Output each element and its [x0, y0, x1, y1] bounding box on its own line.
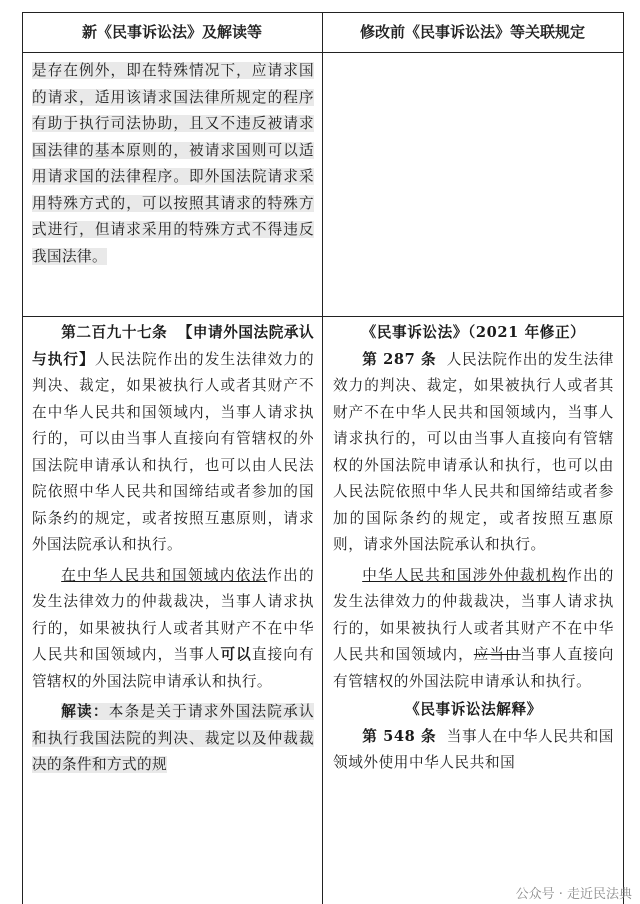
left-second-paragraph: 在中华人民共和国领域内依法作出的发生法律效力的仲裁裁决，当事人请求执行的，如果被执行人或者其财产不在中华人民共和国领域内，当事人可以直接向有管辖权的外国法院申请承认和执行。	[32, 566, 314, 690]
article-548-number: 第 548 条	[362, 727, 437, 745]
right-article-paragraph: 第 287 条 人民法院作出的发生法律效力的判决、裁定，如果被执行人或者其财产不在中华人民共和国领域内，当事人请求执行的，可以由当事人直接向有管辖权的外国法院申请承认和执行，也可以由人民法院依照中华人民共和国缔结或者参加的国际条约的规定，或者按照互惠原则，请求外国法院承认和执行。	[333, 350, 614, 553]
interpretation-law-title: 《民事诉讼法解释》	[405, 701, 542, 718]
left-article-paragraph	[32, 320, 314, 559]
changed-text: 在中华人民共和国领域内依法	[61, 566, 268, 584]
right-second-paragraph: 中华人民共和国涉外仲裁机构作出的发生法律效力的仲裁裁决，当事人请求执行的，如果被执行人或者其财产不在中华人民共和国领域内，应当由当事人直接向有管辖权的外国法院申请承认和执行。	[333, 566, 614, 690]
interpretation-text: 本条是关于请求外国法院承认和执行我国法院的判决、裁定以及仲裁裁决的条件和方式的规	[32, 703, 315, 773]
old-article-number: 第 287 条	[362, 350, 437, 368]
header-left: 新《民事诉讼法》及解读等	[81, 23, 262, 41]
law-title: 《民事诉讼法》（2021 年修正）	[361, 324, 586, 341]
left-article-cell	[32, 320, 314, 779]
article-548-paragraph: 第 548 条 当事人在中华人民共和国领域外使用中华人民共和国	[333, 727, 614, 771]
added-text: 可以	[220, 646, 252, 663]
right-related-cell	[333, 320, 614, 777]
interpretation-paragraph	[32, 699, 314, 779]
column-divider	[322, 12, 323, 904]
deleted-text: 应当由	[473, 646, 521, 663]
top-left-cell	[32, 58, 314, 270]
header-right: 修改前《民事诉讼法》等关联规定	[359, 23, 585, 41]
article-number: 第二百九十七条	[61, 324, 168, 341]
watermark: 公众号 · 走近民法典	[515, 887, 632, 902]
article-title: 【申请外国法院承认与执行】	[32, 324, 315, 368]
interpretation-label: 解读：	[61, 703, 109, 720]
article-body: 人民法院作出的发生法律效力的判决、裁定，如果被执行人或者其财产不在中华人民共和国领域内，当事人请求执行的，可以由当事人直接向有管辖权的外国法院申请承认和执行，也可以由人民法院依照中华人民共和国缔结或者参加的国际条约的规定，或者按照互惠原则，请求外国法院承认和执行。	[32, 350, 314, 553]
old-changed-text: 中华人民共和国涉外仲裁机构	[362, 566, 568, 584]
top-left-text: 是存在例外，即在特殊情况下，应请求国的请求，适用该请求国法律所规定的程序有助于执行司法协助，且又不违反被请求国法律的基本原则的，被请求国则可以适用请求国的法律程序。即外国法院请求采用特殊方式的，可以按照其请求的特殊方式进行，但请求采用的特殊方式不得违反我国法律。	[32, 62, 314, 265]
